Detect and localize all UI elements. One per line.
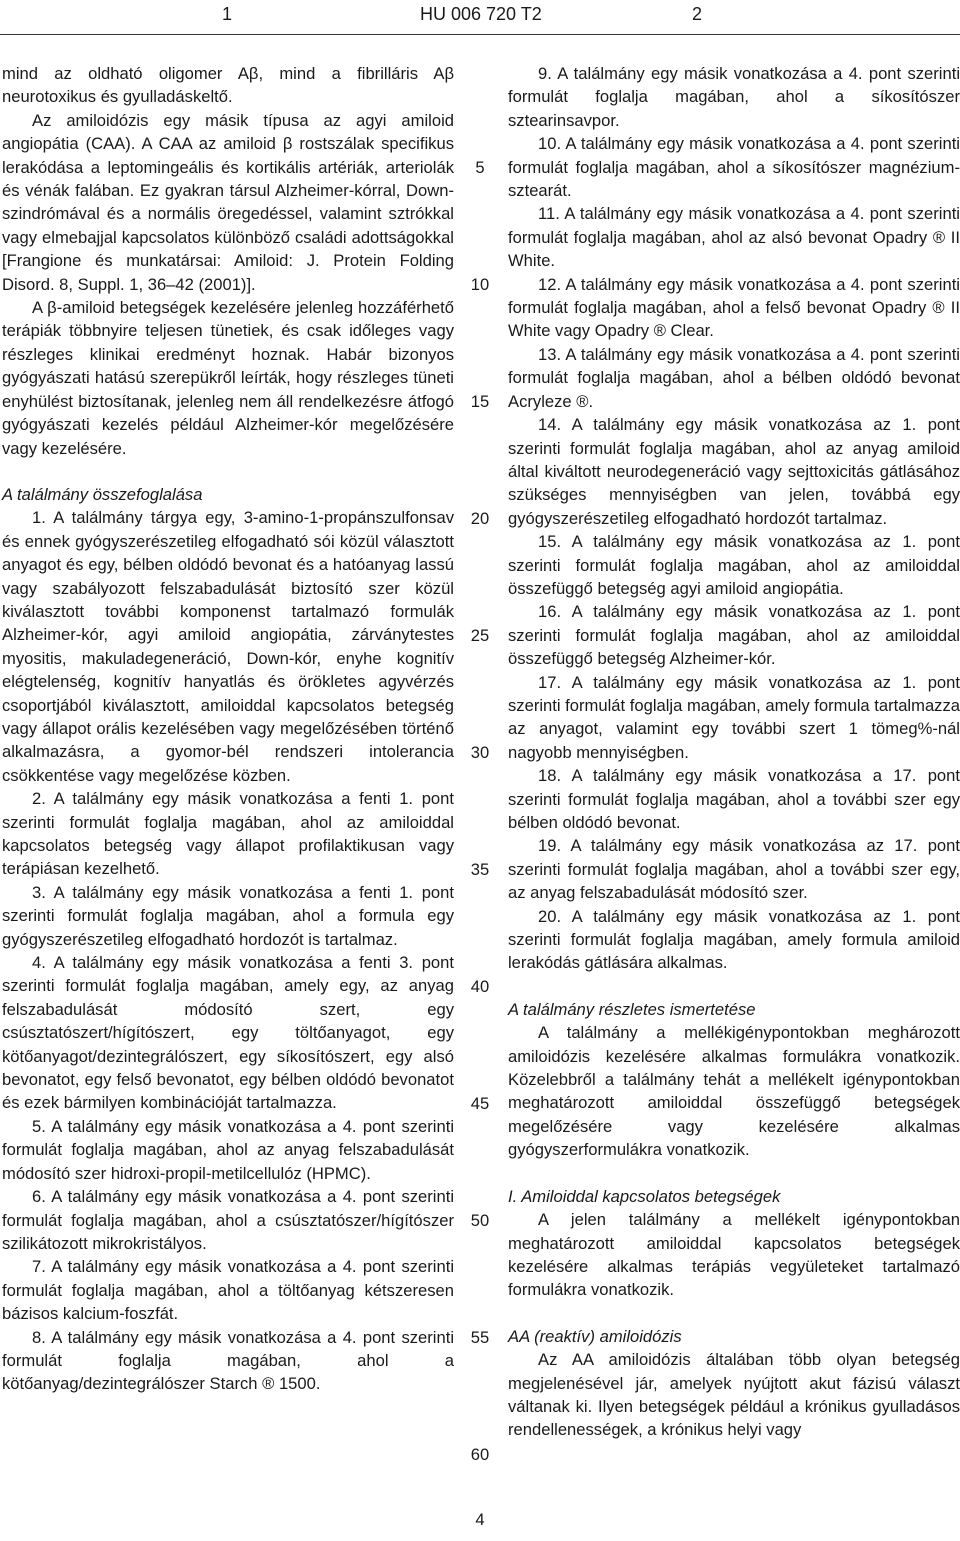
paragraph: 11. A találmány egy másik vonatkozása a 4. pont szerinti formulát foglalja magában, ahol az alsó bevonat Opadry ® II White. [508, 204, 960, 271]
paragraph: 15. A találmány egy másik vonatkozása az 1. pont szerinti formulát foglalja magában, ahol az amiloiddal összefüggő betegség agyi amiloid angiopátia. [508, 532, 960, 598]
section-heading: A találmány összefoglalása [2, 484, 203, 504]
paragraph: 17. A találmány egy másik vonatkozása az 1. pont szerinti formulát foglalja magában, amely formula tartalmazza az anyagot, valamint egy további szert 1 tömeg%-nál nagyobb mennyiségben. [508, 672, 960, 762]
line-number: 55 [470, 1327, 490, 1347]
section-heading: A találmány részletes ismertetése [508, 999, 756, 1019]
paragraph: 2. A találmány egy másik vonatkozása a fenti 1. pont szerinti formulát foglalja magában, ahol az amiloiddal kapcsolatos betegség vagy állapot profilaktikusan vagy terápiásan kezelhető. [2, 789, 454, 879]
paragraph: 3. A találmány egy másik vonatkozása a fenti 1. pont szerinti formulát foglalja magában, ahol a formula egy gyógyszerészetileg elfogadható hordozót is tartalmaz. [2, 882, 454, 949]
page-footer: 4 [475, 1510, 485, 1529]
paragraph: 9. A találmány egy másik vonatkozása a 4. pont szerinti formulát foglalja magában, ahol a síkosítószer sztearinsavpor. [508, 64, 960, 130]
line-number: 40 [470, 976, 490, 996]
paragraph: 16. A találmány egy másik vonatkozása az 1. pont szerinti formulát foglalja magában, ahol az amiloiddal összefüggő betegség Alzheimer-kór. [508, 602, 960, 669]
paragraph: 18. A találmány egy másik vonatkozása a 17. pont szerinti formulát foglalja magában, ahol a további szer egy bélben oldódó bevonat. [508, 766, 960, 832]
line-number: 50 [470, 1210, 490, 1230]
line-number: 45 [470, 1093, 490, 1113]
paragraph: 7. A találmány egy másik vonatkozása a 4. pont szerinti formulát foglalja magában, ahol a töltőanyag kétszeresen bázisos kalcium-foszfát. [2, 1257, 454, 1324]
header-rule [0, 34, 960, 35]
patent-number: HU 006 720 T2 [420, 4, 542, 24]
line-number: 5 [475, 157, 485, 177]
line-number: 60 [470, 1444, 490, 1464]
line-number: 10 [470, 274, 490, 294]
right-column [508, 62, 960, 1442]
paragraph: A jelen találmány a mellékelt igénypontokban meghatározott amiloiddal kapcsolatos betegségek kezelésére alkalmas terápiás vegyületeket tartalmazó formulákra vonatkozik. [508, 1210, 960, 1300]
line-number: 35 [470, 859, 490, 879]
paragraph: A β-amiloid betegségek kezelésére jelenleg hozzáférhető terápiák többnyire teljesen tünetiek, és csak időleges vagy részleges klinikai eredményt hoznak. Habár bizonyos gyógyászati hatású szerepükről leírták, hogy részleges tüneti enyhülést biztosítanak, jelenleg nem áll rendelkezésre átfogó gyógyászati kezelés például Alzheimer-kór megelőzésére vagy kezelésére. [2, 298, 454, 458]
paragraph: 4. A találmány egy másik vonatkozása a fenti 3. pont szerinti formulát foglalja magában, amely egy, az anyag felszabadulását módosító szert, egy csúsztatószert/hígítószert, egy töltőanyagot, egy kötőanyagot/dezintegrálószert, egy síkosítószert, egy alsó bevonatot, egy felső bevonatot, egy bélben oldódó bevonatot és ezek bármilyen kombinációját tartalmazza. [2, 953, 454, 1113]
line-number: 20 [470, 508, 490, 528]
left-page-number: 1 [222, 4, 233, 24]
paragraph: Az AA amiloidózis általában több olyan betegség megjelenésével jár, amelyek nyújtott akut fázisú választ váltanak ki. Ilyen betegségek például a krónikus gyulladásos rendellenességek, a krónikus helyi vagy [508, 1350, 960, 1440]
line-number: 15 [470, 391, 490, 411]
left-column [2, 62, 454, 1396]
paragraph: 13. A találmány egy másik vonatkozása a 4. pont szerinti formulát foglalja magában, ahol a bélben oldódó bevonat Acryleze ®. [508, 344, 960, 411]
section-heading: I. Amiloiddal kapcsolatos betegségek [508, 1186, 781, 1206]
paragraph: 6. A találmány egy másik vonatkozása a 4. pont szerinti formulát foglalja magában, ahol a csúsztatószer/hígítószer szilikátozott mikrokristályos. [2, 1187, 454, 1253]
line-number: 30 [470, 742, 490, 762]
paragraph: 10. A találmány egy másik vonatkozása a 4. pont szerinti formulát foglalja magában, ahol a síkosítószer magnézium-sztearát. [508, 134, 960, 201]
line-number: 25 [470, 625, 490, 645]
paragraph: 5. A találmány egy másik vonatkozása a 4. pont szerinti formulát foglalja magában, ahol az anyag felszabadulását módosító szer hidroxi-propil-metilcellulóz (HPMC). [2, 1116, 454, 1183]
paragraph: Az amiloidózis egy másik típusa az agyi amiloid angiopátia (CAA). A CAA az amiloid β rostszálak specifikus lerakódása a leptomingeális és kortikális artériák, arteriolák és vénák falában. Ez gyakran társul Alzheimer-kórral, Down-szindrómával és a normális öregedéssel, valamint sztrókkal vagy elmebajjal kapcsolatos különböző családi adottságokkal [Frangione és munkatársai: Amiloid: J. Protein Folding Disord. 8, Suppl. 1, 36–42 (2001)]. [2, 110, 454, 294]
paragraph: 8. A találmány egy másik vonatkozása a 4. pont szerinti formulát foglalja magában, ahol a kötőanyag/dezintegrálószer Starch ® 1500. [2, 1327, 454, 1394]
page-header [0, 0, 960, 32]
paragraph: 12. A találmány egy másik vonatkozása a 4. pont szerinti formulát foglalja magában, ahol a felső bevonat Opadry ® II White vagy Opadry ® Clear. [508, 274, 960, 341]
paragraph: mind az oldható oligomer Aβ, mind a fibrilláris Aβ neurotoxikus és gyulladáskeltő. [2, 64, 454, 107]
paragraph: 19. A találmány egy másik vonatkozása az 17. pont szerinti formulát foglalja magában, ahol a további szer egy, az anyag felszabadulását módosító szer. [508, 836, 960, 903]
paragraph: 1. A találmány tárgya egy, 3-amino-1-propánszulfonsav és ennek gyógyszerészetileg elfogadható sói közül választott anyagot és egy, bélben oldódó bevonat és a hatóanyag lassú vagy szabályozott felszabadulását biztosító szer közül kiválasztott további komponenst tartalmazó formulák Alzheimer-kór, agyi amiloid angiopátia, zárványtestes myositis, makuladegeneráció, Down-kór, enyhe kognitív elégtelenség, kognitív hanyatlás és örökletes agyvérzés csoportjából kiválasztott, amiloiddal kapcsolatos betegség vagy állapot orális kezelésében vagy megelőzésében történő alkalmazásra, a gyomor-bél rendszeri intolerancia csökkentése vagy megelőzése közben. [2, 508, 454, 785]
section-heading: AA (reaktív) amiloidózis [508, 1326, 682, 1346]
paragraph: A találmány a mellékigénypontokban meghározott amiloidózis kezelésére alkalmas formulákra vonatkozik. Közelebbről a találmány tehát a mellékelt igénypontokban meghatározott amiloiddal összefüggő betegségek megelőzésére vagy kezelésére alkalmas gyógyszerformulákra vonatkozik. [508, 1023, 960, 1160]
paragraph: 20. A találmány egy másik vonatkozása az 1. pont szerinti formulát foglalja magában, amely formula amiloid lerakódás gátlására alkalmas. [508, 906, 960, 973]
paragraph: 14. A találmány egy másik vonatkozása az 1. pont szerinti formulát foglalja magában, ahol az anyag amiloid által kiváltott neurodegeneráció vagy sejttoxicitás gátlásához szükséges mennyiségben van jelen, továbbá egy gyógyszerészetileg elfogadható hordozót tartalmaz. [508, 415, 960, 528]
right-page-number: 2 [692, 4, 703, 24]
